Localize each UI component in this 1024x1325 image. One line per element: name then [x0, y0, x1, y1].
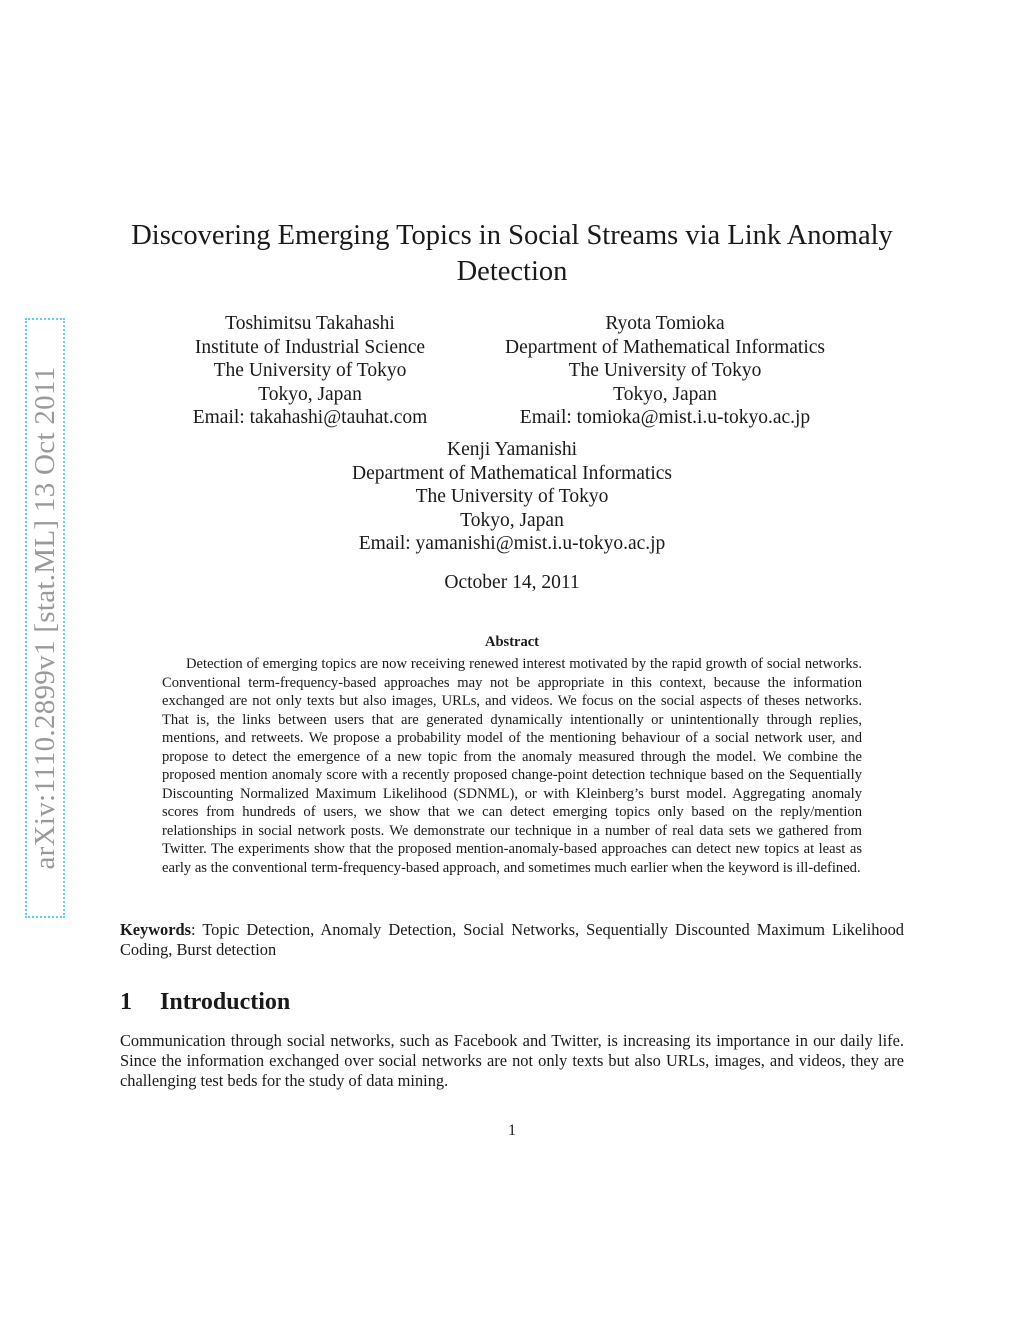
page-number: 1 — [508, 1122, 516, 1139]
paper-title-line-1: Discovering Emerging Topics in Social Streams via Link Anomaly — [131, 220, 893, 251]
publication-date: October 14, 2011 — [444, 572, 580, 593]
author-name: Ryota Tomioka — [605, 313, 725, 334]
author-block-yamanishi — [312, 438, 712, 556]
author-affiliation: Department of Mathematical Informatics — [352, 462, 672, 484]
author-name: Kenji Yamanishi — [446, 439, 577, 460]
author-block-tomioka — [462, 312, 868, 430]
arxiv-identifier-stamp[interactable]: arXiv:1110.2899v1 [stat.ML] 13 Oct 2011 — [25, 318, 65, 918]
author-name: Toshimitsu Takahashi — [225, 313, 395, 334]
keywords-list: : Topic Detection, Anomaly Detection, Social Networks, Sequentially Discounted Maximum Likelihood Coding, Burst detection — [120, 920, 904, 959]
keywords-label: Keywords — [120, 920, 192, 939]
author-affiliation: Department of Mathematical Informatics — [505, 336, 825, 358]
author-location: Tokyo, Japan — [258, 383, 362, 405]
paper-title — [110, 218, 914, 290]
keywords-paragraph — [120, 920, 904, 960]
abstract-heading: Abstract — [485, 634, 539, 650]
author-affiliation: Institute of Industrial Science — [194, 336, 426, 358]
author-location: Tokyo, Japan — [613, 383, 717, 405]
abstract-body: Detection of emerging topics are now receiving renewed interest motivated by the rapid growth of social networks. Conventional term-frequency-based approaches may not be appropriate in this context, because the information exchanged are not only texts but also images, URLs, and videos. We focus on the social aspects of theses networks. That is, the links between users that are generated dynamically intentionally or unintentionally through replies, mentions, and retweets. We propose a probability model of the mentioning behaviour of a social network user, and propose to detect the emergence of a new topic from the anomaly measured through the model. We combine the proposed mention anomaly score with a recently proposed change-point detection technique based on the Sequentially Discounting Normalized Maximum Likelihood (SDNML), or with Kleinberg’s burst model. Aggregating anomaly scores from hundreds of users, we show that we can detect emerging topics only based on the reply/mention relationships in social network posts. We demonstrate our technique in a number of real data sets we gathered from Twitter. The experiments show that the proposed mention-anomaly-based approaches can detect new topics at least as early as the conventional term-frequency-based approach, and sometimes much earlier when the keyword is ill-defined. — [162, 656, 862, 876]
author-email[interactable]: Email: tomioka@mist.i.u-tokyo.ac.jp — [519, 407, 811, 428]
author-university: The University of Tokyo — [213, 360, 407, 381]
author-block-takahashi — [150, 312, 470, 430]
section-heading-introduction — [120, 987, 290, 1017]
author-email[interactable]: Email: takahashi@tauhat.com — [192, 407, 428, 428]
introduction-paragraph: Communication through social networks, such as Facebook and Twitter, is increasing its importance in our daily life. Since the information exchanged over social networks are not only texts but also URLs, images, and videos, they are challenging test beds for the study of data mining. — [120, 1031, 904, 1090]
section-title: Introduction — [160, 989, 291, 1015]
section-number: 1 — [120, 989, 132, 1015]
author-email[interactable]: Email: yamanishi@mist.i.u-tokyo.ac.jp — [358, 533, 666, 554]
author-university: The University of Tokyo — [415, 486, 609, 507]
paper-title-line-2: Detection — [456, 256, 568, 287]
author-university: The University of Tokyo — [568, 360, 762, 381]
author-location: Tokyo, Japan — [460, 509, 564, 531]
